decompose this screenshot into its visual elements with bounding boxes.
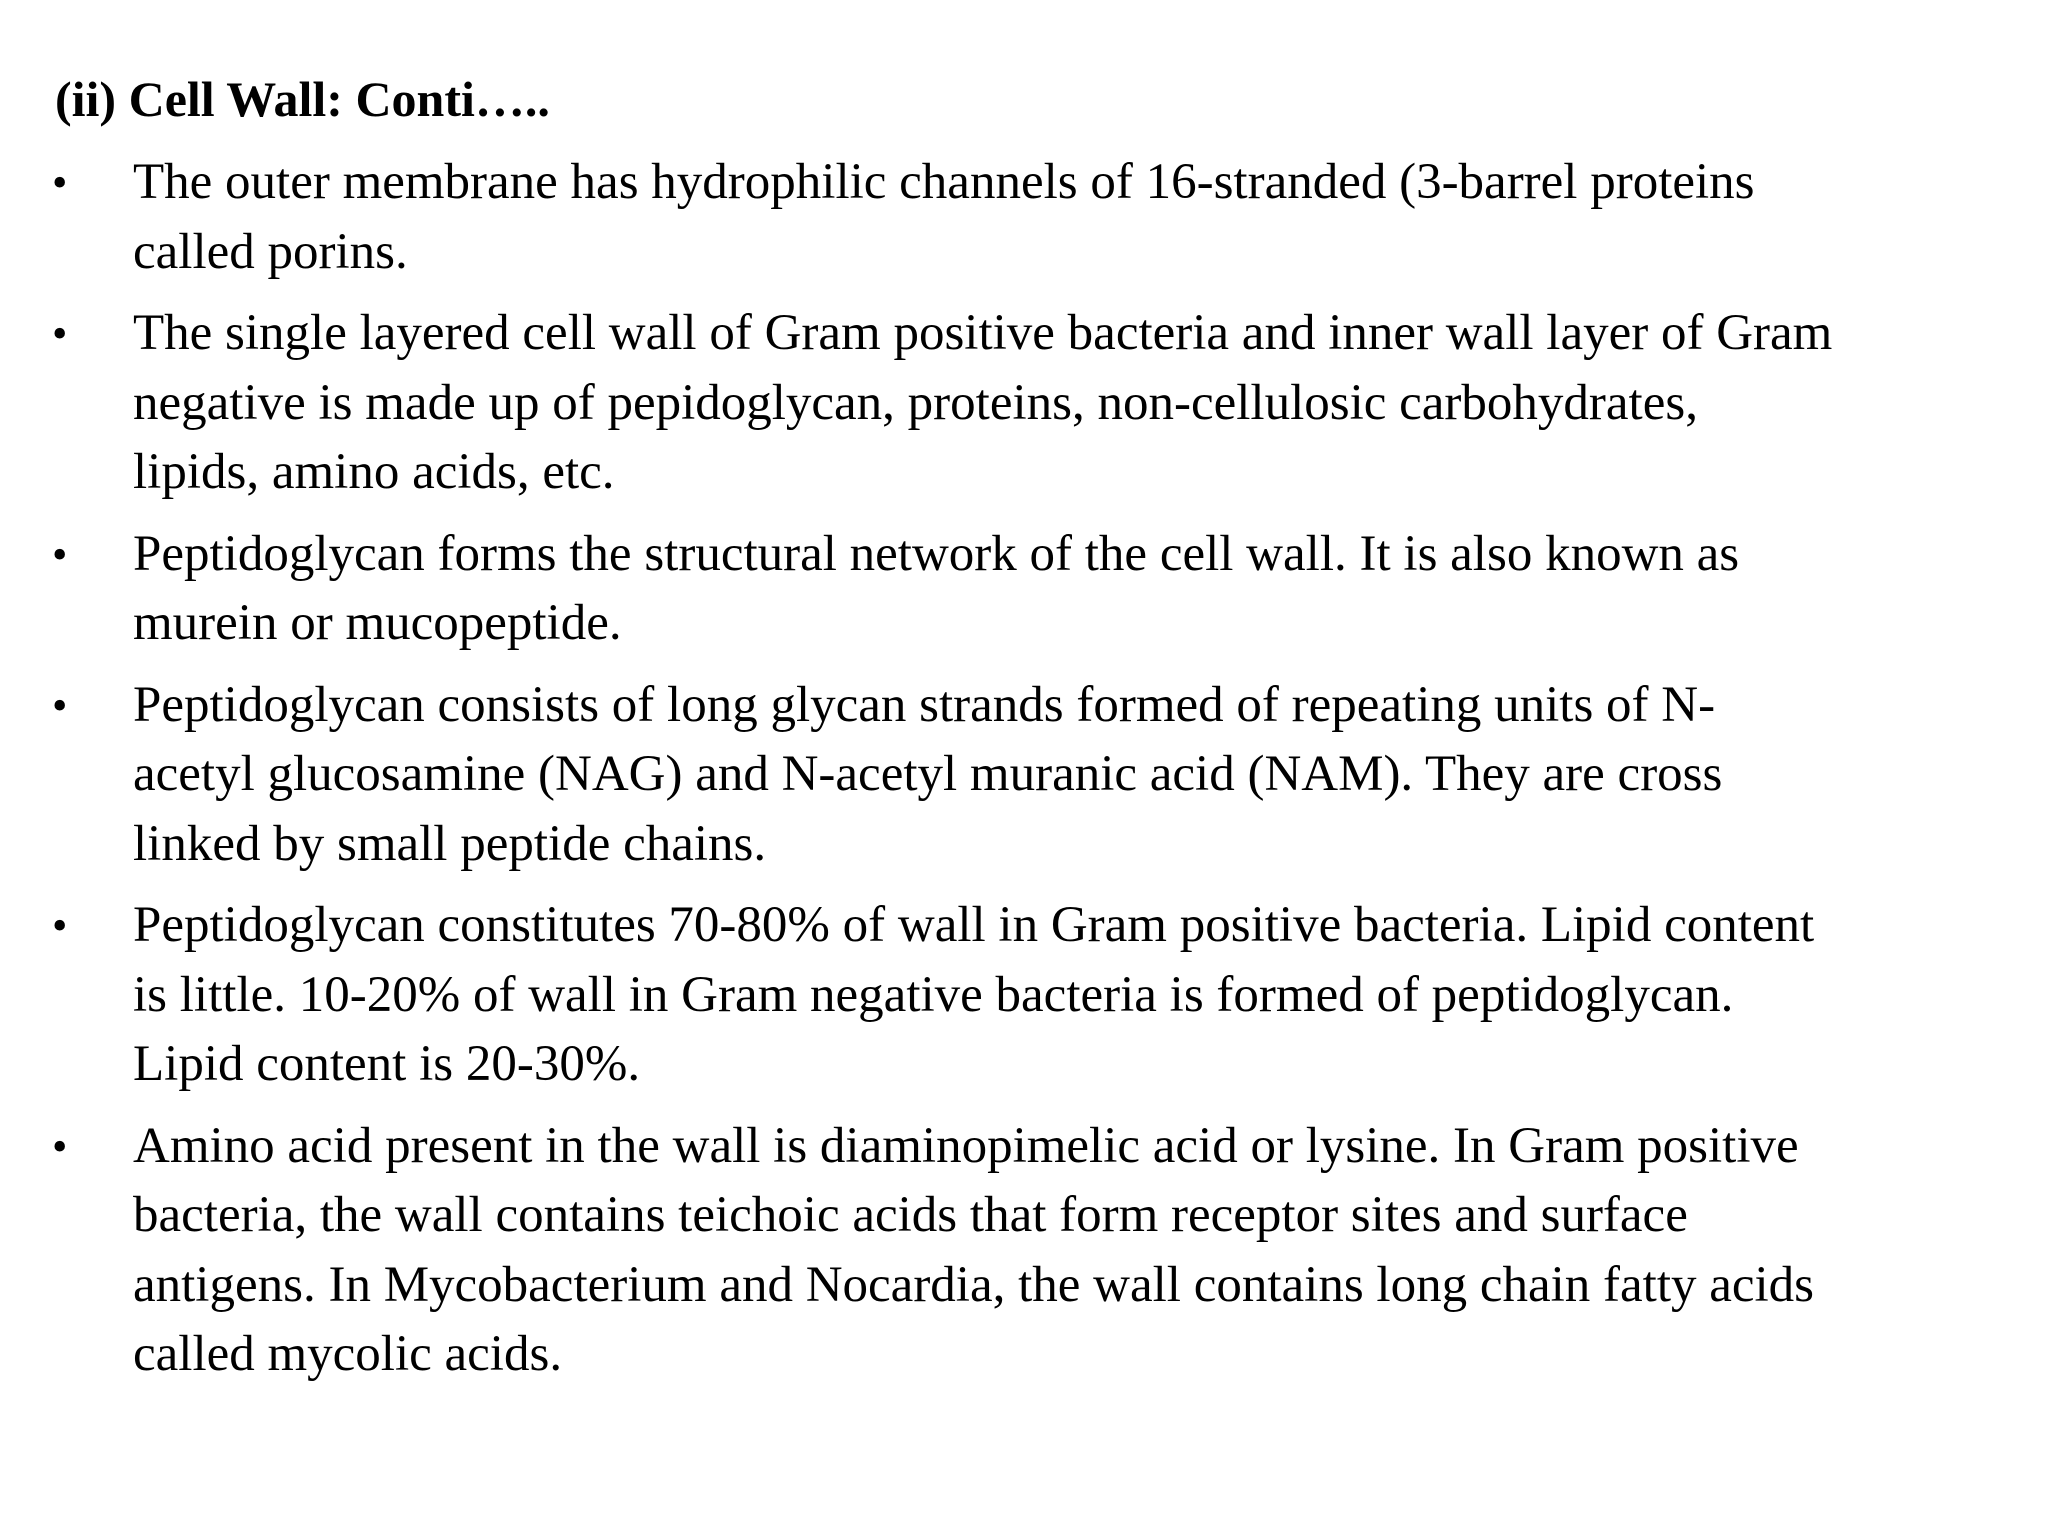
bullet-item [0, 671, 2048, 880]
bullet-dot: • [52, 901, 68, 950]
bullet-text-line: bacteria, the wall contains teichoic acids that form receptor sites and surface [133, 1187, 1688, 1243]
bullet-text-line: The single layered cell wall of Gram positive bacteria and inner wall layer of Gram [133, 305, 1833, 361]
bullet-text-line: Amino acid present in the wall is diaminopimelic acid or lysine. In Gram positive [133, 1117, 1799, 1174]
bullet-list [0, 148, 2048, 1402]
bullet-item [0, 299, 2048, 508]
bullet-dot: • [52, 309, 68, 358]
bullet-text-line: Peptidoglycan constitutes 70-80% of wall in Gram positive bacteria. Lipid content [133, 897, 1815, 953]
bullet-text-line: murein or mucopeptide. [133, 595, 622, 651]
bullet-text-line: lipids, amino acids, etc. [133, 444, 615, 500]
bullet-text-line: Peptidoglycan consists of long glycan strands formed of repeating units of N- [133, 676, 1716, 733]
bullet-text-line: is little. 10-20% of wall in Gram negative bacteria is formed of peptidoglycan. [133, 966, 1734, 1023]
bullet-text-line: negative is made up of pepidoglycan, proteins, non-cellulosic carbohydrates, [133, 374, 1698, 431]
bullet-text-line: antigens. In Mycobacterium and Nocardia, the wall contains long chain fatty acids [133, 1256, 1815, 1313]
bullet-item [0, 520, 2048, 659]
slide-title: (ii) Cell Wall: Conti….. [55, 71, 550, 127]
bullet-text-line: called mycolic acids. [133, 1326, 563, 1382]
bullet-dot: • [52, 158, 68, 207]
bullet-item [0, 148, 2048, 287]
bullet-dot: • [52, 680, 68, 730]
bullet-text-line: Lipid content is 20-30%. [133, 1036, 641, 1092]
bullet-item [0, 891, 2048, 1100]
bullet-text-line: called porins. [133, 223, 408, 280]
bullet-text-line: acetyl glucosamine (NAG) and N-acetyl muranic acid (NAM). They are cross [133, 746, 1723, 802]
bullet-dot: • [52, 529, 68, 579]
bullet-text-line: Peptidoglycan forms the structural network of the cell wall. It is also known as [133, 525, 1740, 582]
bullet-item [0, 1112, 2048, 1390]
bullet-dot: • [52, 1121, 68, 1171]
bullet-text-line: linked by small peptide chains. [133, 815, 767, 872]
bullet-text-line: The outer membrane has hydrophilic channels of 16-stranded (3-barrel proteins [133, 154, 1755, 210]
